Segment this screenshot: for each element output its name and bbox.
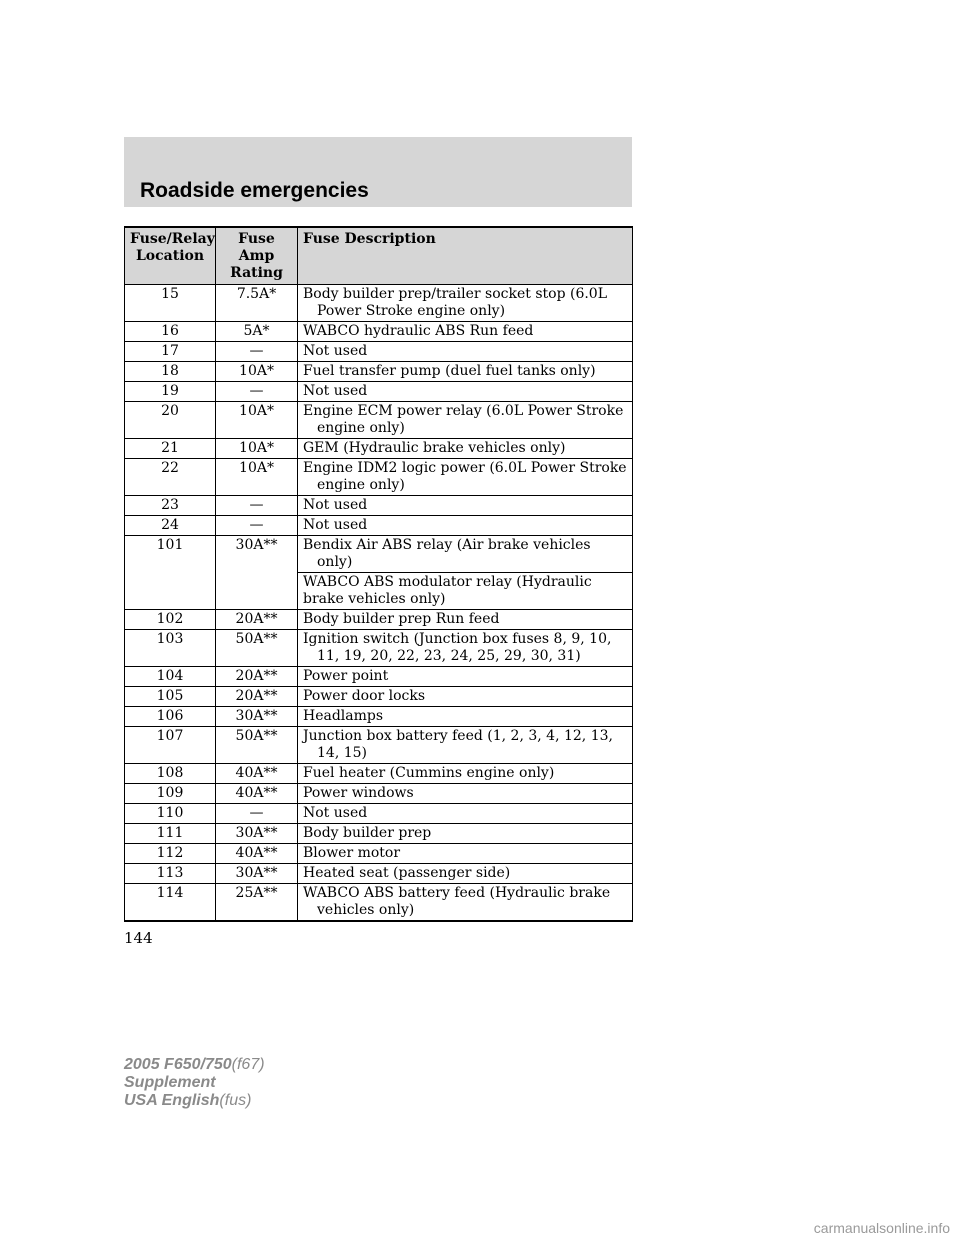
table-row [125,362,633,382]
fuse-rating-cell: — [216,516,298,536]
fuse-description-cell: WABCO ABS modulator relay (Hydraulic brake vehicles only) [298,573,633,610]
fuse-rating-cell: 7.5A* [216,285,298,322]
fuse-description-cell: Headlamps [298,707,633,727]
table-row [125,804,633,824]
table-header-row [125,227,633,285]
fuse-location-cell: 107 [125,727,216,764]
fuse-description-cell: Blower motor [298,844,633,864]
fuse-rating-cell: 50A** [216,727,298,764]
fuse-rating-cell: 10A* [216,362,298,382]
fuse-description-cell: Ignition switch (Junction box fuses 8, 9, 10, 11, 19, 20, 22, 23, 24, 25, 29, 30, 31) [298,630,633,667]
table-row [125,707,633,727]
fuse-rating-cell: 20A** [216,610,298,630]
table-row [125,784,633,804]
fuse-rating-cell: 40A** [216,784,298,804]
fuse-rating-cell: 30A** [216,707,298,727]
fuse-description-cell: Not used [298,804,633,824]
fuse-rating-cell: — [216,342,298,362]
fuse-rating-cell: 5A* [216,322,298,342]
fuse-rating-cell: — [216,382,298,402]
fuse-rating-cell: 25A** [216,884,298,922]
table-row [125,727,633,764]
table-row [125,285,633,322]
fuse-rating-cell: 20A** [216,687,298,707]
fuse-location-cell: 24 [125,516,216,536]
fuse-location-cell: 15 [125,285,216,322]
table-row [125,382,633,402]
table-row [125,864,633,884]
fuse-description-cell: Bendix Air ABS relay (Air brake vehicles only) [298,536,633,573]
fuse-location-cell [125,573,216,610]
table-row [125,630,633,667]
fuse-location-cell: 22 [125,459,216,496]
fuse-location-cell: 19 [125,382,216,402]
fuse-table [124,226,633,922]
fuse-rating-cell [216,573,298,610]
fuse-table-body [125,285,633,922]
table-row [125,536,633,573]
fuse-description-cell: Not used [298,516,633,536]
fuse-description-cell: Fuel heater (Cummins engine only) [298,764,633,784]
column-header-location: Fuse/Relay Location [125,227,216,285]
fuse-description-cell: Engine ECM power relay (6.0L Power Stroke engine only) [298,402,633,439]
fuse-location-cell: 109 [125,784,216,804]
table-row [125,402,633,439]
fuse-description-cell: GEM (Hydraulic brake vehicles only) [298,439,633,459]
fuse-description-cell: Not used [298,342,633,362]
table-row [125,439,633,459]
table-row [125,516,633,536]
fuse-location-cell: 18 [125,362,216,382]
fuse-location-cell: 105 [125,687,216,707]
table-row [125,459,633,496]
fuse-location-cell: 102 [125,610,216,630]
fuse-description-cell: Power windows [298,784,633,804]
fuse-description-cell: Body builder prep [298,824,633,844]
footer-line-language: USA English(fus) [124,1092,252,1109]
footer-line-supplement: Supplement [124,1074,216,1091]
section-title: Roadside emergencies [140,179,369,202]
fuse-description-cell: Engine IDM2 logic power (6.0L Power Stroke engine only) [298,459,633,496]
table-row [125,824,633,844]
fuse-description-cell: Power point [298,667,633,687]
table-row [125,667,633,687]
fuse-rating-cell: 40A** [216,764,298,784]
fuse-rating-cell: 30A** [216,536,298,573]
fuse-location-cell: 21 [125,439,216,459]
fuse-rating-cell: 40A** [216,844,298,864]
fuse-location-cell: 104 [125,667,216,687]
fuse-location-cell: 103 [125,630,216,667]
fuse-rating-cell: — [216,804,298,824]
fuse-description-cell: Fuel transfer pump (duel fuel tanks only) [298,362,633,382]
fuse-rating-cell: 30A** [216,824,298,844]
page-number: 144 [124,929,153,947]
table-row [125,687,633,707]
fuse-description-cell: Not used [298,382,633,402]
table-row [125,342,633,362]
site-watermark: carmanualsonline.info [813,1220,950,1236]
fuse-location-cell: 17 [125,342,216,362]
footer-line-model: 2005 F650/750(f67) [124,1056,265,1073]
fuse-location-cell: 111 [125,824,216,844]
fuse-description-cell: WABCO hydraulic ABS Run feed [298,322,633,342]
fuse-rating-cell: 10A* [216,459,298,496]
fuse-location-cell: 112 [125,844,216,864]
table-row [125,844,633,864]
table-row [125,322,633,342]
fuse-description-cell: Body builder prep Run feed [298,610,633,630]
column-header-rating: Fuse Amp Rating [216,227,298,285]
fuse-location-cell: 16 [125,322,216,342]
fuse-rating-cell: — [216,496,298,516]
table-row [125,610,633,630]
fuse-location-cell: 110 [125,804,216,824]
fuse-description-cell: Power door locks [298,687,633,707]
fuse-rating-cell: 30A** [216,864,298,884]
fuse-location-cell: 108 [125,764,216,784]
fuse-location-cell: 23 [125,496,216,516]
fuse-rating-cell: 10A* [216,402,298,439]
fuse-rating-cell: 50A** [216,630,298,667]
table-row [125,764,633,784]
fuse-description-cell: Not used [298,496,633,516]
document-footer [124,1056,265,1110]
fuse-description-cell: Heated seat (passenger side) [298,864,633,884]
fuse-location-cell: 113 [125,864,216,884]
table-row [125,496,633,516]
fuse-rating-cell: 10A* [216,439,298,459]
fuse-location-cell: 20 [125,402,216,439]
fuse-location-cell: 114 [125,884,216,922]
fuse-location-cell: 106 [125,707,216,727]
fuse-description-cell: Body builder prep/trailer socket stop (6.0L Power Stroke engine only) [298,285,633,322]
fuse-description-cell: WABCO ABS battery feed (Hydraulic brake vehicles only) [298,884,633,922]
table-row [125,884,633,922]
fuse-location-cell: 101 [125,536,216,573]
fuse-description-cell: Junction box battery feed (1, 2, 3, 4, 12, 13, 14, 15) [298,727,633,764]
section-header-band [124,137,632,207]
fuse-rating-cell: 20A** [216,667,298,687]
column-header-description: Fuse Description [298,227,633,285]
table-row [125,573,633,610]
